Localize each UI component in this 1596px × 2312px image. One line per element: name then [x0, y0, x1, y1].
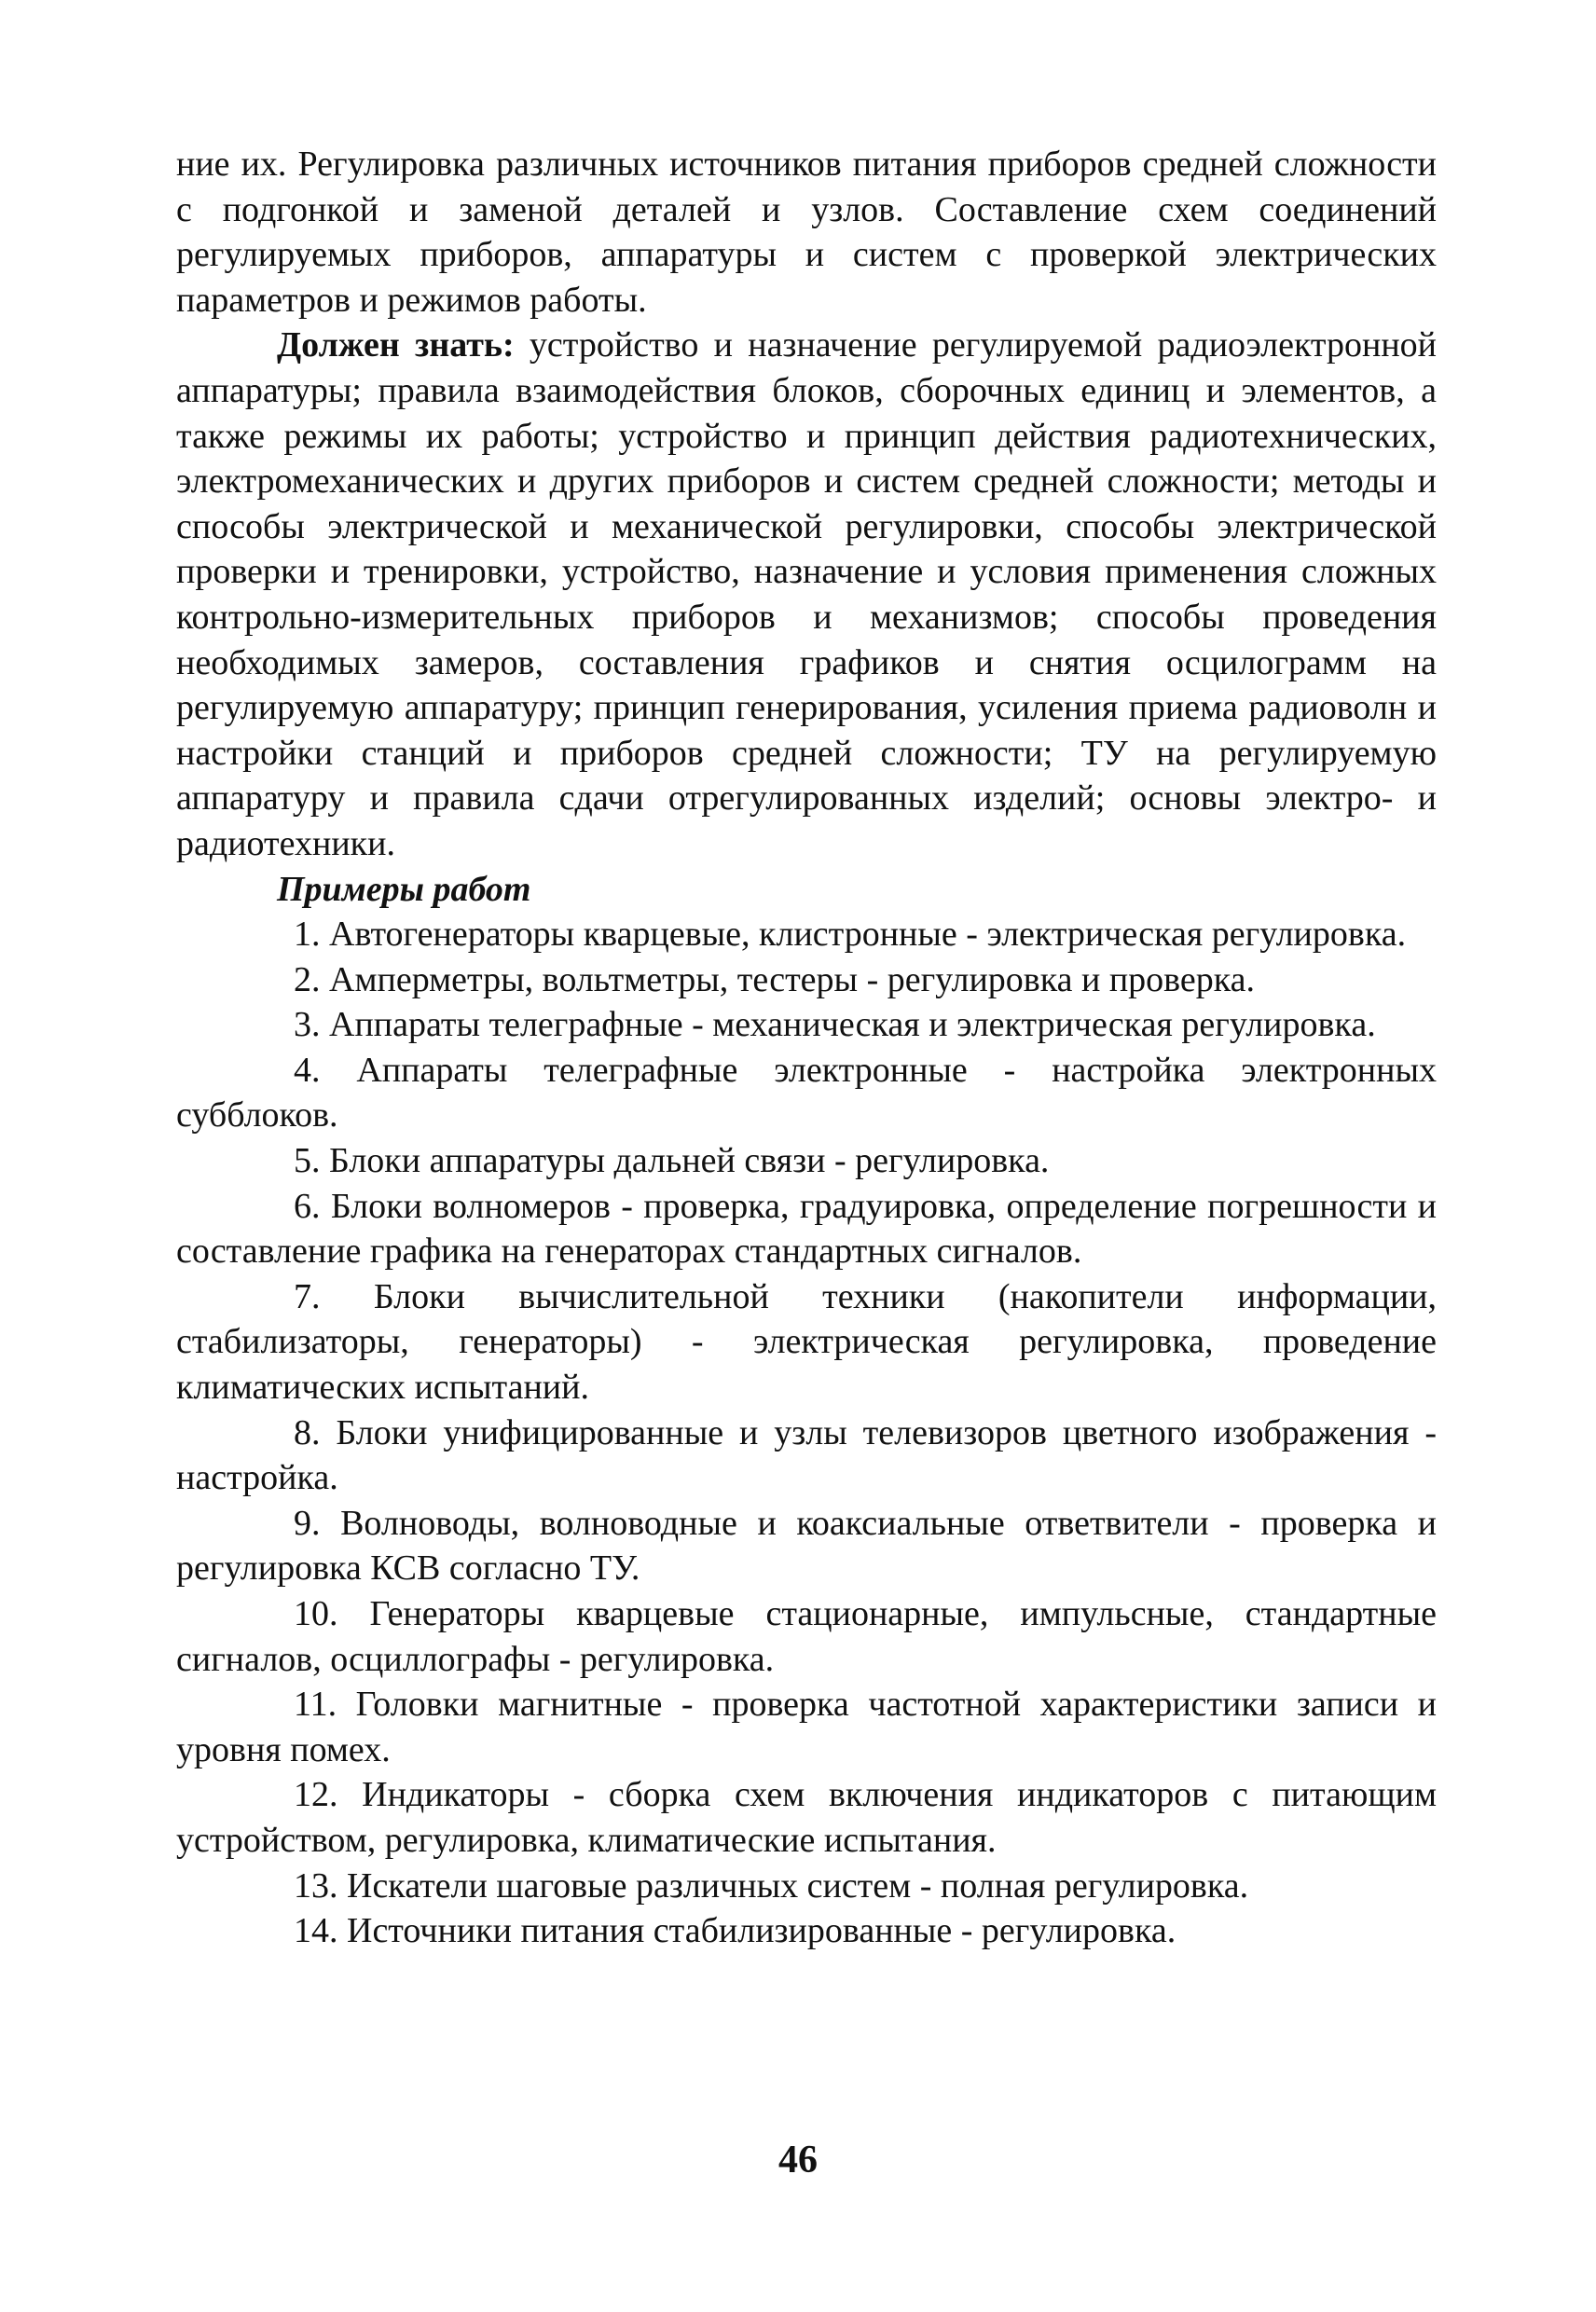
example-item: 4. Аппараты телеграфные электронные - настройка электронных субблоков.	[176, 1050, 1437, 1135]
example-item: 6. Блоки волномеров - проверка, градуировка, определение погрешности и составление графика на генераторах стандартных сигналов.	[176, 1186, 1437, 1272]
example-item: 1. Автогенераторы кварцевые, клистронные - электрическая регулировка.	[294, 915, 1407, 955]
example-item: 8. Блоки унифицированные и узлы телевизоров цветного изображения - настройка.	[176, 1412, 1437, 1498]
example-item: 7. Блоки вычислительной техники (накопители информации, стабилизаторы, генераторы) - электрическая регулировка, проведение климатических испытаний.	[176, 1276, 1437, 1408]
example-item: 12. Индикаторы - сборка схем включения индикаторов с питающим устройством, регулировка, климатические испытания.	[176, 1775, 1437, 1860]
page-body	[176, 142, 1437, 1954]
example-item: 11. Головки магнитные - проверка частотной характеристики записи и уровня помех.	[176, 1685, 1437, 1769]
knowledge-label: Должен знать:	[277, 325, 515, 365]
example-item: 13. Искатели шаговые различных систем - полная регулировка.	[294, 1865, 1249, 1906]
intro-paragraph: ние их. Регулировка различных источников питания приборов средней сложности с подгонкой и заменой деталей и узлов. Составление схем соединений регулируемых приборов, аппаратуры и систем с проверкой электрических параметров и режимов работы.	[176, 144, 1437, 320]
example-item: 9. Волноводы, волноводные и коаксиальные ответвители - проверка и регулировка КСВ согласно ТУ.	[176, 1503, 1437, 1589]
page-number: 46	[778, 2139, 818, 2181]
example-item: 10. Генераторы кварцевые стационарные, импульсные, стандартные сигналов, осциллографы - регулировка.	[176, 1594, 1437, 1679]
example-item: 5. Блоки аппаратуры дальней связи - регулировка.	[294, 1141, 1050, 1181]
example-item: 3. Аппараты телеграфные - механическая и электрическая регулировка.	[294, 1005, 1376, 1045]
knowledge-paragraph	[176, 323, 1437, 866]
example-item: 2. Амперметры, вольтметры, тестеры - регулировка и проверка.	[294, 959, 1256, 999]
knowledge-text: устройство и назначение регулируемой радиоэлектронной аппаратуры; правила взаимодействия блоков, сборочных единиц и элементов, а также режимы их работы; устройство и принцип действия радиотехнических, электромеханических и других приборов и систем средней сложности; методы и способы электрической и механической регулировки, способы электрической проверки и тренировки, устройство, назначение и условия применения сложных контрольно-измерительных приборов и механизмов; способы проведения необходимых замеров, составления графиков и снятия осцилограмм на регулируемую аппаратуру; принцип генерирования, усиления приема радиоволн и настройки станций и приборов средней сложности; ТУ на регулируемую аппаратуру и правила сдачи отрегулированных изделий; основы электро- и радиотехники.	[176, 325, 1438, 863]
example-item: 14. Источники питания стабилизированные - регулировка.	[294, 1911, 1176, 1951]
examples-heading: Примеры работ	[277, 869, 531, 909]
